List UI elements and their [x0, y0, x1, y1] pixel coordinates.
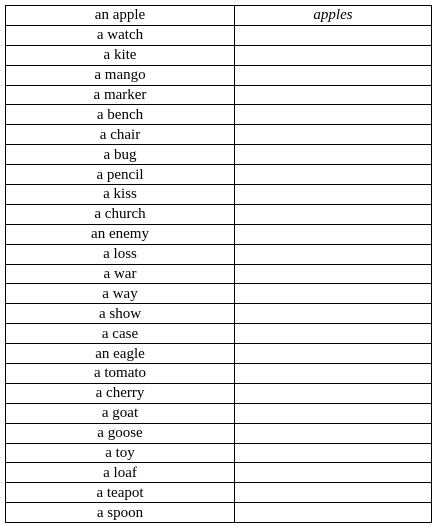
singular-noun-cell: a kite — [6, 45, 235, 65]
plural-answer-cell[interactable] — [235, 284, 432, 304]
worksheet-body — [6, 6, 432, 523]
plural-answer-cell[interactable] — [235, 324, 432, 344]
singular-noun-cell: a teapot — [6, 483, 235, 503]
singular-noun-cell: a goat — [6, 403, 235, 423]
plural-answer-cell[interactable] — [235, 45, 432, 65]
plural-answer-cell[interactable] — [235, 344, 432, 364]
table-row — [6, 185, 432, 205]
table-row — [6, 503, 432, 523]
plural-answer-cell[interactable] — [235, 85, 432, 105]
table-row — [6, 25, 432, 45]
plural-answer-cell[interactable] — [235, 165, 432, 185]
plural-answer-cell[interactable] — [235, 125, 432, 145]
plural-answer-cell[interactable] — [235, 503, 432, 523]
table-row — [6, 204, 432, 224]
table-row — [6, 364, 432, 384]
plural-answer-cell[interactable] — [235, 364, 432, 384]
plural-answer-cell[interactable] — [235, 25, 432, 45]
plural-answer-cell[interactable] — [235, 224, 432, 244]
table-row — [6, 423, 432, 443]
plural-answer-cell[interactable] — [235, 65, 432, 85]
plural-answer-cell[interactable] — [235, 185, 432, 205]
singular-noun-cell: an eagle — [6, 344, 235, 364]
singular-noun-cell: a church — [6, 204, 235, 224]
singular-noun-cell: a bench — [6, 105, 235, 125]
table-row — [6, 85, 432, 105]
plural-answer-cell[interactable] — [235, 145, 432, 165]
plural-answer-cell[interactable] — [235, 483, 432, 503]
plural-answer-cell[interactable] — [235, 304, 432, 324]
singular-noun-cell: a bug — [6, 145, 235, 165]
table-row — [6, 344, 432, 364]
plural-answer-cell[interactable] — [235, 403, 432, 423]
singular-noun-cell: an apple — [6, 6, 235, 26]
singular-noun-cell: a case — [6, 324, 235, 344]
table-row — [6, 324, 432, 344]
table-row — [6, 45, 432, 65]
plural-answer-cell[interactable] — [235, 383, 432, 403]
table-row — [6, 65, 432, 85]
singular-noun-cell: a watch — [6, 25, 235, 45]
singular-noun-cell: a tomato — [6, 364, 235, 384]
singular-noun-cell: a pencil — [6, 165, 235, 185]
singular-noun-cell: a marker — [6, 85, 235, 105]
singular-noun-cell: an enemy — [6, 224, 235, 244]
table-row — [6, 165, 432, 185]
singular-noun-cell: a way — [6, 284, 235, 304]
plural-answer-cell[interactable] — [235, 264, 432, 284]
singular-noun-cell: a chair — [6, 125, 235, 145]
table-row — [6, 304, 432, 324]
plural-answer-cell[interactable] — [235, 204, 432, 224]
plural-answer-cell[interactable] — [235, 244, 432, 264]
table-row — [6, 463, 432, 483]
singular-noun-cell: a spoon — [6, 503, 235, 523]
table-row — [6, 244, 432, 264]
table-row — [6, 224, 432, 244]
table-row — [6, 6, 432, 26]
table-row — [6, 105, 432, 125]
table-row — [6, 483, 432, 503]
plural-worksheet-table — [5, 5, 432, 523]
plural-answer-cell[interactable]: apples — [235, 6, 432, 26]
singular-noun-cell: a cherry — [6, 383, 235, 403]
table-row — [6, 383, 432, 403]
singular-noun-cell: a show — [6, 304, 235, 324]
singular-noun-cell: a goose — [6, 423, 235, 443]
plural-answer-cell[interactable] — [235, 443, 432, 463]
singular-noun-cell: a toy — [6, 443, 235, 463]
singular-noun-cell: a loaf — [6, 463, 235, 483]
plural-answer-cell[interactable] — [235, 105, 432, 125]
plural-answer-cell[interactable] — [235, 463, 432, 483]
table-row — [6, 264, 432, 284]
table-row — [6, 125, 432, 145]
table-row — [6, 284, 432, 304]
table-row — [6, 403, 432, 423]
singular-noun-cell: a war — [6, 264, 235, 284]
table-row — [6, 443, 432, 463]
singular-noun-cell: a mango — [6, 65, 235, 85]
plural-answer-cell[interactable] — [235, 423, 432, 443]
singular-noun-cell: a loss — [6, 244, 235, 264]
table-row — [6, 145, 432, 165]
singular-noun-cell: a kiss — [6, 185, 235, 205]
